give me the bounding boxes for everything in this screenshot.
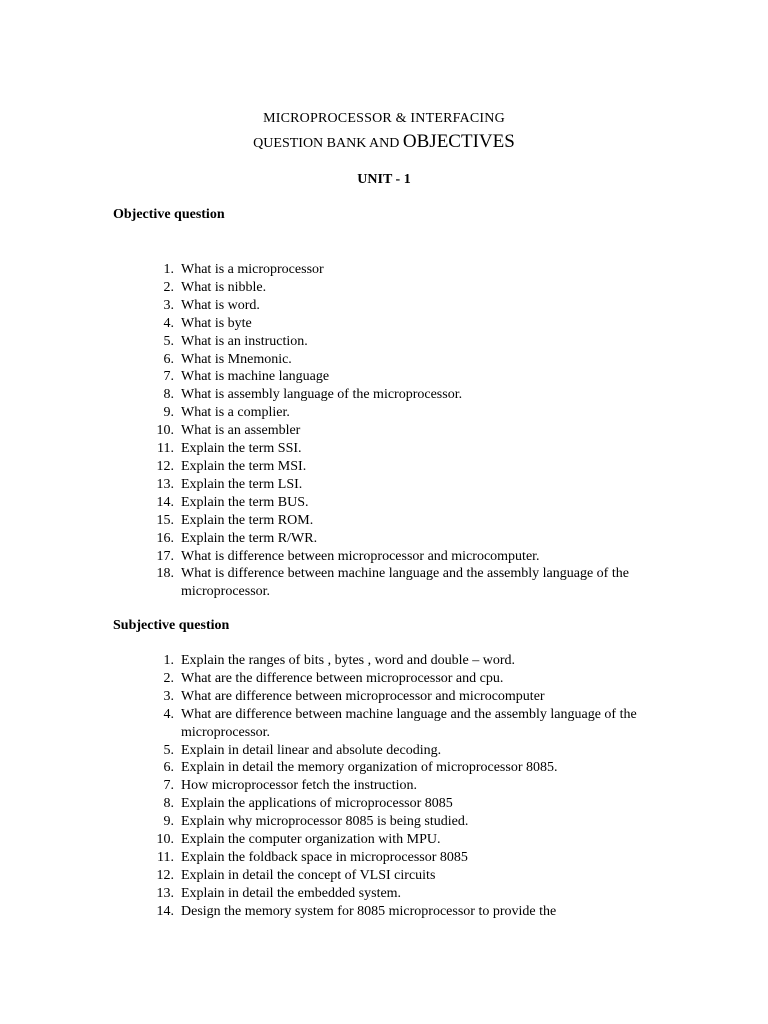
list-item xyxy=(0,368,661,386)
objective-question-list xyxy=(0,261,661,601)
list-item xyxy=(0,333,661,351)
item-text: What are difference between microprocessor and microcomputer xyxy=(181,688,545,704)
item-number: 1. xyxy=(163,262,174,277)
item-text: Explain the foldback space in microprocessor 8085 xyxy=(181,849,468,865)
item-number: 13. xyxy=(156,885,174,901)
list-item xyxy=(0,494,661,512)
list-item xyxy=(0,440,661,458)
subtitle-large-text: OBJECTIVES xyxy=(402,131,515,152)
item-text: Explain in detail the concept of VLSI circuits xyxy=(181,867,436,883)
item-number: 10. xyxy=(156,832,174,848)
list-item xyxy=(0,261,661,279)
list-item xyxy=(0,777,661,795)
item-text: Design the memory system for 8085 microprocessor to provide the xyxy=(181,903,557,919)
list-item xyxy=(0,867,661,885)
item-text: What are the difference between microprocessor and cpu. xyxy=(181,670,504,686)
list-item xyxy=(0,565,661,601)
document-title: MICROPROCESSOR & INTERFACING xyxy=(263,111,505,126)
item-text: Explain the term LSI. xyxy=(181,476,303,492)
list-item xyxy=(0,849,661,867)
item-text: What is word. xyxy=(181,297,260,313)
list-item xyxy=(0,297,661,315)
item-text: Explain the term MSI. xyxy=(181,458,307,474)
item-number: 6. xyxy=(163,760,174,776)
item-number: 1. xyxy=(163,653,174,668)
document-subtitle xyxy=(0,131,768,153)
list-item xyxy=(0,548,661,566)
item-text: Explain the term ROM. xyxy=(181,512,314,528)
list-item xyxy=(0,742,661,760)
item-number: 7. xyxy=(163,369,174,385)
list-item xyxy=(0,652,661,670)
item-text: What is a complier. xyxy=(181,405,290,421)
list-item xyxy=(0,813,661,831)
item-number: 3. xyxy=(163,297,174,313)
item-number: 13. xyxy=(156,476,174,492)
list-item xyxy=(0,670,661,688)
item-number: 2. xyxy=(163,279,174,295)
list-item xyxy=(0,688,661,706)
item-number: 10. xyxy=(156,423,174,439)
item-number: 12. xyxy=(156,458,174,474)
item-number: 4. xyxy=(163,706,174,722)
item-number: 14. xyxy=(156,903,174,919)
item-text: What is an instruction. xyxy=(181,333,308,349)
list-item xyxy=(0,759,661,777)
item-text: Explain in detail the embedded system. xyxy=(181,885,402,901)
item-text: What is machine language xyxy=(181,369,330,385)
item-text: What is a microprocessor xyxy=(181,262,324,277)
item-text: Explain the applications of microprocessor 8085 xyxy=(181,796,453,812)
item-number: 2. xyxy=(163,670,174,686)
item-number: 7. xyxy=(163,778,174,794)
list-item xyxy=(0,512,661,530)
list-item xyxy=(0,404,661,422)
item-text: What is nibble. xyxy=(181,279,267,295)
item-text: Explain the term SSI. xyxy=(181,441,302,457)
item-text: What is difference between machine language and the assembly language of the microprocessor. xyxy=(181,566,629,600)
item-text: What is Mnemonic. xyxy=(181,351,292,367)
list-item xyxy=(0,795,661,813)
list-item xyxy=(0,422,661,440)
item-number: 5. xyxy=(163,333,174,349)
item-number: 8. xyxy=(163,387,174,403)
item-text: What are difference between machine language and the assembly language of the microprocessor. xyxy=(181,706,637,740)
item-text: Explain the ranges of bits , bytes , word and double – word. xyxy=(181,653,515,668)
item-text: What is an assembler xyxy=(181,423,301,439)
item-number: 8. xyxy=(163,796,174,812)
item-text: Explain the computer organization with MPU. xyxy=(181,832,441,848)
item-text: Explain why microprocessor 8085 is being studied. xyxy=(181,814,469,830)
item-number: 6. xyxy=(163,351,174,367)
list-item xyxy=(0,386,661,404)
item-number: 16. xyxy=(156,530,174,546)
subjective-section-heading: Subjective question xyxy=(113,618,230,633)
subtitle-small-text: QUESTION BANK AND xyxy=(253,136,403,151)
item-text: What is byte xyxy=(181,315,252,331)
item-number: 3. xyxy=(163,688,174,704)
item-text: Explain the term BUS. xyxy=(181,494,309,510)
list-item xyxy=(0,530,661,548)
item-text: Explain in detail the memory organization of microprocessor 8085. xyxy=(181,760,558,776)
list-item xyxy=(0,831,661,849)
item-number: 9. xyxy=(163,405,174,421)
item-number: 4. xyxy=(163,315,174,331)
unit-heading: UNIT - 1 xyxy=(357,172,411,187)
item-number: 5. xyxy=(163,742,174,758)
item-text: Explain the term R/WR. xyxy=(181,530,318,546)
list-item xyxy=(0,279,661,297)
item-number: 14. xyxy=(156,494,174,510)
list-item xyxy=(0,885,661,903)
item-number: 12. xyxy=(156,867,174,883)
item-text: How microprocessor fetch the instruction. xyxy=(181,778,417,794)
item-number: 11. xyxy=(157,849,174,865)
item-text: Explain in detail linear and absolute decoding. xyxy=(181,742,442,758)
item-number: 17. xyxy=(156,548,174,564)
item-number: 9. xyxy=(163,814,174,830)
item-number: 18. xyxy=(156,566,174,582)
item-text: What is assembly language of the microprocessor. xyxy=(181,387,463,403)
list-item xyxy=(0,903,661,921)
list-item xyxy=(0,706,661,742)
list-item xyxy=(0,476,661,494)
item-number: 11. xyxy=(157,441,174,457)
item-text: What is difference between microprocessor and microcomputer. xyxy=(181,548,540,564)
item-number: 15. xyxy=(156,512,174,528)
list-item xyxy=(0,315,661,333)
subjective-question-list xyxy=(0,652,661,921)
list-item xyxy=(0,351,661,369)
objective-section-heading: Objective question xyxy=(113,207,225,222)
list-item xyxy=(0,458,661,476)
